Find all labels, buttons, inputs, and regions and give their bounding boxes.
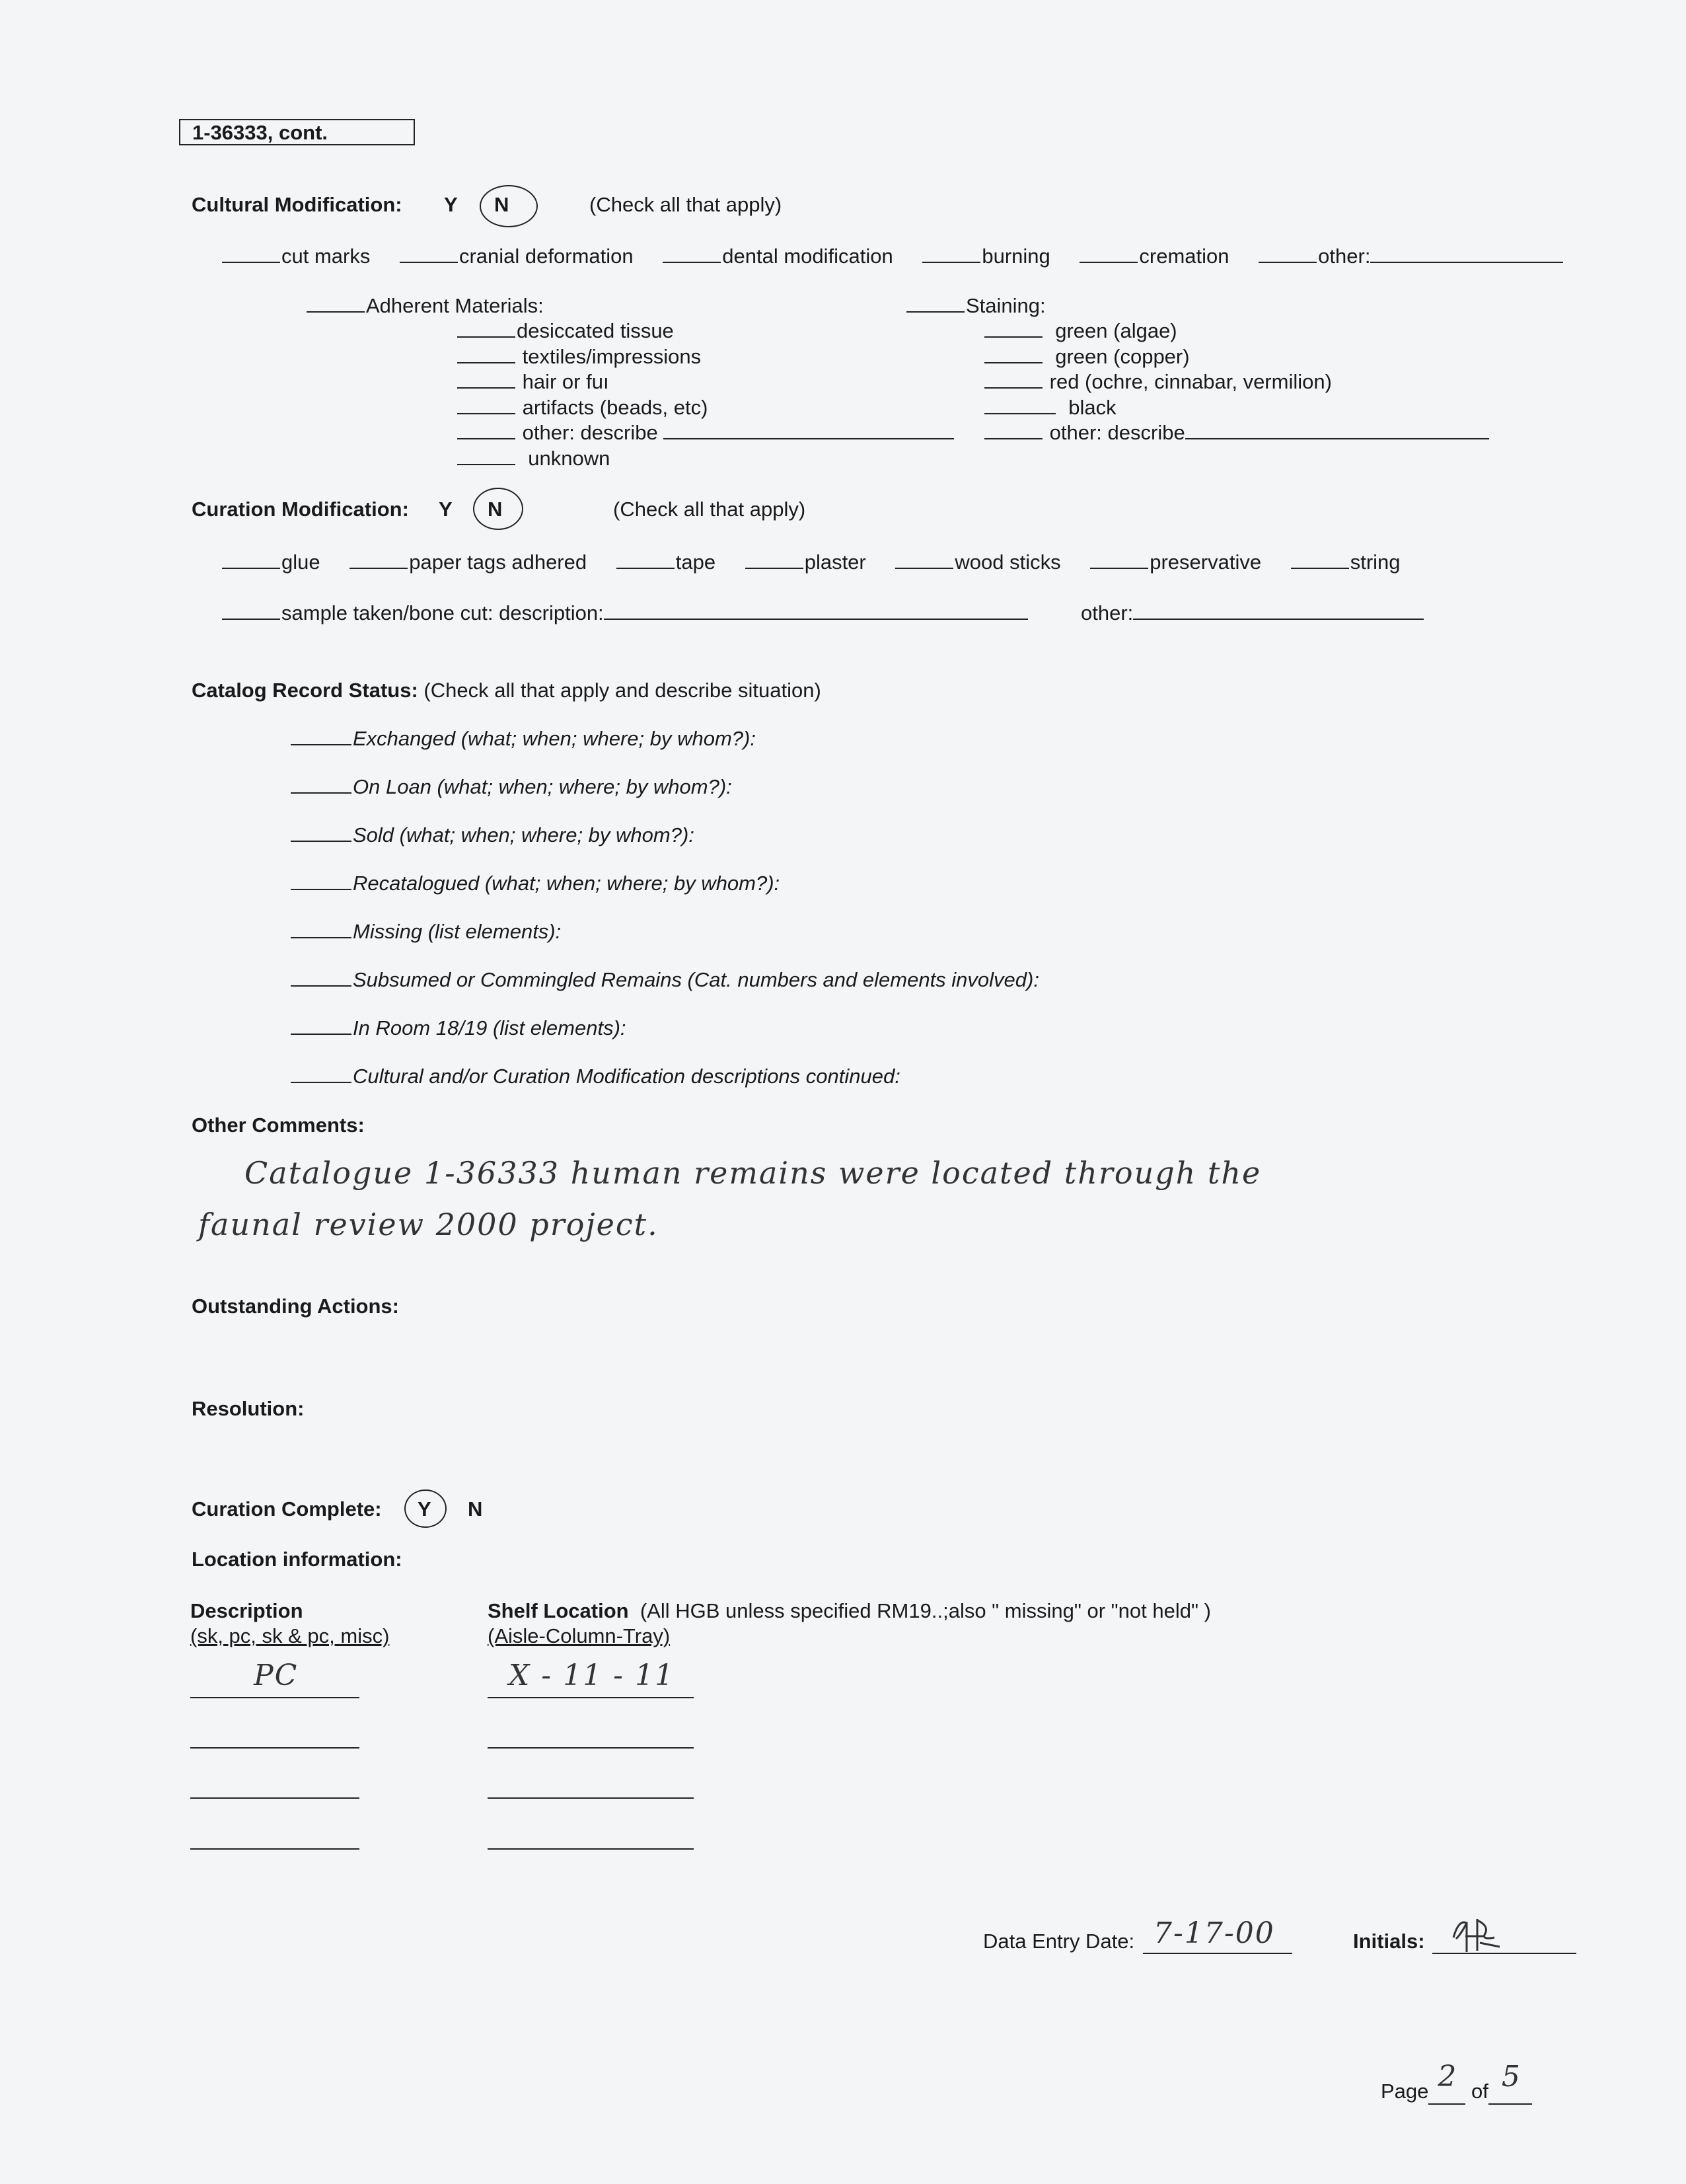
hair-option[interactable]: hair or fuı xyxy=(522,370,609,393)
unknown-option[interactable]: unknown xyxy=(528,446,610,470)
adherent-materials xyxy=(307,294,544,318)
cultural-mod-items-row xyxy=(222,245,1564,268)
status-on-loan[interactable]: On Loan (what; when; where; by whom?): xyxy=(291,775,732,799)
of-label: of xyxy=(1471,2080,1488,2103)
cultural-mod-yes[interactable]: Y xyxy=(444,193,458,216)
shelf-location-header-row xyxy=(488,1599,1211,1623)
curation-other xyxy=(1081,601,1425,625)
burning-option[interactable]: burning xyxy=(982,245,1050,268)
data-entry-date-label: Data Entry Date: xyxy=(983,1930,1135,1953)
status-missing[interactable]: Missing (list elements): xyxy=(291,920,561,944)
handwritten-comment-line2: faunal review 2000 project. xyxy=(198,1207,659,1242)
page-total: 5 xyxy=(1501,2060,1521,2093)
other-option[interactable]: other: xyxy=(1318,245,1371,268)
catalog-status-label: Catalog Record Status: xyxy=(192,679,418,702)
shelf-location-sub: (Aisle-Column-Tray) xyxy=(488,1624,671,1647)
cremation-option[interactable]: cremation xyxy=(1139,245,1229,268)
status-exchanged[interactable]: Exchanged (what; when; where; by whom?): xyxy=(291,727,756,751)
glue-option[interactable]: glue xyxy=(281,550,320,574)
wood-sticks-option[interactable]: wood sticks xyxy=(955,550,1061,574)
curation-modification-label: Curation Modification: xyxy=(192,498,409,521)
data-entry-date-line[interactable] xyxy=(1143,1953,1292,1954)
green-algae-option[interactable]: green (algae) xyxy=(1055,319,1177,342)
status-subsumed[interactable]: Subsumed or Commingled Remains (Cat. numbers and elements involved): xyxy=(291,968,1039,992)
outstanding-actions-label: Outstanding Actions: xyxy=(192,1295,399,1318)
cultural-modification-label: Cultural Modification: xyxy=(192,193,402,216)
adherent-materials-label[interactable]: Adherent Materials: xyxy=(366,294,544,317)
description-value-1: PC xyxy=(254,1659,299,1692)
cultural-mod-no[interactable]: N xyxy=(494,193,509,216)
shelf-line-2[interactable] xyxy=(488,1747,694,1749)
curation-mod-no[interactable]: N xyxy=(488,498,503,521)
red-option[interactable]: red (ochre, cinnabar, vermilion) xyxy=(1049,370,1332,393)
initials-label: Initials: xyxy=(1353,1930,1425,1953)
shelf-line-4[interactable] xyxy=(488,1848,694,1850)
curation-mod-note: (Check all that apply) xyxy=(613,498,806,521)
cultural-mod-note: (Check all that apply) xyxy=(589,193,782,216)
curation-complete-label: Curation Complete: xyxy=(192,1497,382,1521)
catalog-ref-box xyxy=(179,119,415,145)
staining-other-option[interactable]: other: describe xyxy=(1049,421,1185,444)
shelf-line-1[interactable] xyxy=(488,1697,694,1698)
status-in-room[interactable]: In Room 18/19 (list elements): xyxy=(291,1016,626,1040)
description-line-4[interactable] xyxy=(190,1848,359,1850)
description-sub: (sk, pc, sk & pc, misc) xyxy=(190,1624,390,1647)
description-line-1[interactable] xyxy=(190,1697,359,1698)
catalog-status-note: (Check all that apply and describe situation) xyxy=(423,679,821,702)
initials-signature xyxy=(1447,1914,1506,1955)
curation-complete-yes[interactable]: Y xyxy=(418,1497,431,1521)
curation-mod-items-row xyxy=(222,550,1401,574)
string-option[interactable]: string xyxy=(1350,550,1401,574)
desiccated-tissue-option[interactable]: desiccated tissue xyxy=(517,319,674,342)
adherent-items-list xyxy=(457,319,955,471)
dental-modification-option[interactable]: dental modification xyxy=(722,245,893,268)
shelf-value-1: X - 11 - 11 xyxy=(509,1659,675,1692)
plaster-option[interactable]: plaster xyxy=(804,550,866,574)
page-number: 2 xyxy=(1438,2060,1458,2093)
shelf-line-3[interactable] xyxy=(488,1797,694,1799)
data-entry-date-value: 7-17-00 xyxy=(1154,1916,1275,1950)
staining xyxy=(906,294,1046,318)
handwritten-comment-line1: Catalogue 1-36333 human remains were located through the xyxy=(244,1155,1262,1191)
preservative-option[interactable]: preservative xyxy=(1150,550,1262,574)
location-info-label: Location information: xyxy=(192,1548,402,1571)
catalog-status-header xyxy=(192,679,821,702)
sample-row xyxy=(222,601,1029,625)
cut-marks-option[interactable]: cut marks xyxy=(281,245,371,268)
tape-option[interactable]: tape xyxy=(675,550,716,574)
other-comments-label: Other Comments: xyxy=(192,1113,365,1137)
curation-other-label[interactable]: other: xyxy=(1081,601,1134,624)
curation-mod-yes[interactable]: Y xyxy=(439,498,453,521)
artifacts-option[interactable]: artifacts (beads, etc) xyxy=(522,395,708,419)
green-copper-option[interactable]: green (copper) xyxy=(1055,344,1190,368)
status-recatalogued[interactable]: Recatalogued (what; when; where; by whom?): xyxy=(291,872,780,895)
status-sold[interactable]: Sold (what; when; where; by whom?): xyxy=(291,823,694,847)
page-label: Page xyxy=(1381,2080,1429,2103)
staining-label[interactable]: Staining: xyxy=(966,294,1046,317)
textiles-option[interactable]: textiles/impressions xyxy=(522,344,702,368)
resolution-label: Resolution: xyxy=(192,1397,305,1420)
page-indicator xyxy=(1381,2060,1532,2105)
description-header: Description xyxy=(190,1599,303,1622)
curation-complete-no[interactable]: N xyxy=(468,1497,483,1521)
cranial-deformation-option[interactable]: cranial deformation xyxy=(458,245,634,268)
adherent-other-option[interactable]: other: describe xyxy=(522,421,658,444)
status-continued[interactable]: Cultural and/or Curation Modification descriptions continued: xyxy=(291,1065,900,1088)
shelf-location-note: (All HGB unless specified RM19..;also " missing" or "not held" ) xyxy=(640,1599,1211,1622)
black-option[interactable]: black xyxy=(1068,395,1117,419)
description-line-2[interactable] xyxy=(190,1747,359,1749)
catalog-ref: 1-36333, cont. xyxy=(192,121,328,144)
description-line-3[interactable] xyxy=(190,1797,359,1799)
sample-taken-option[interactable]: sample taken/bone cut: description: xyxy=(281,601,604,624)
staining-items-list xyxy=(984,319,1490,446)
paper-tags-option[interactable]: paper tags adhered xyxy=(409,550,587,574)
shelf-location-header: Shelf Location xyxy=(488,1599,629,1622)
